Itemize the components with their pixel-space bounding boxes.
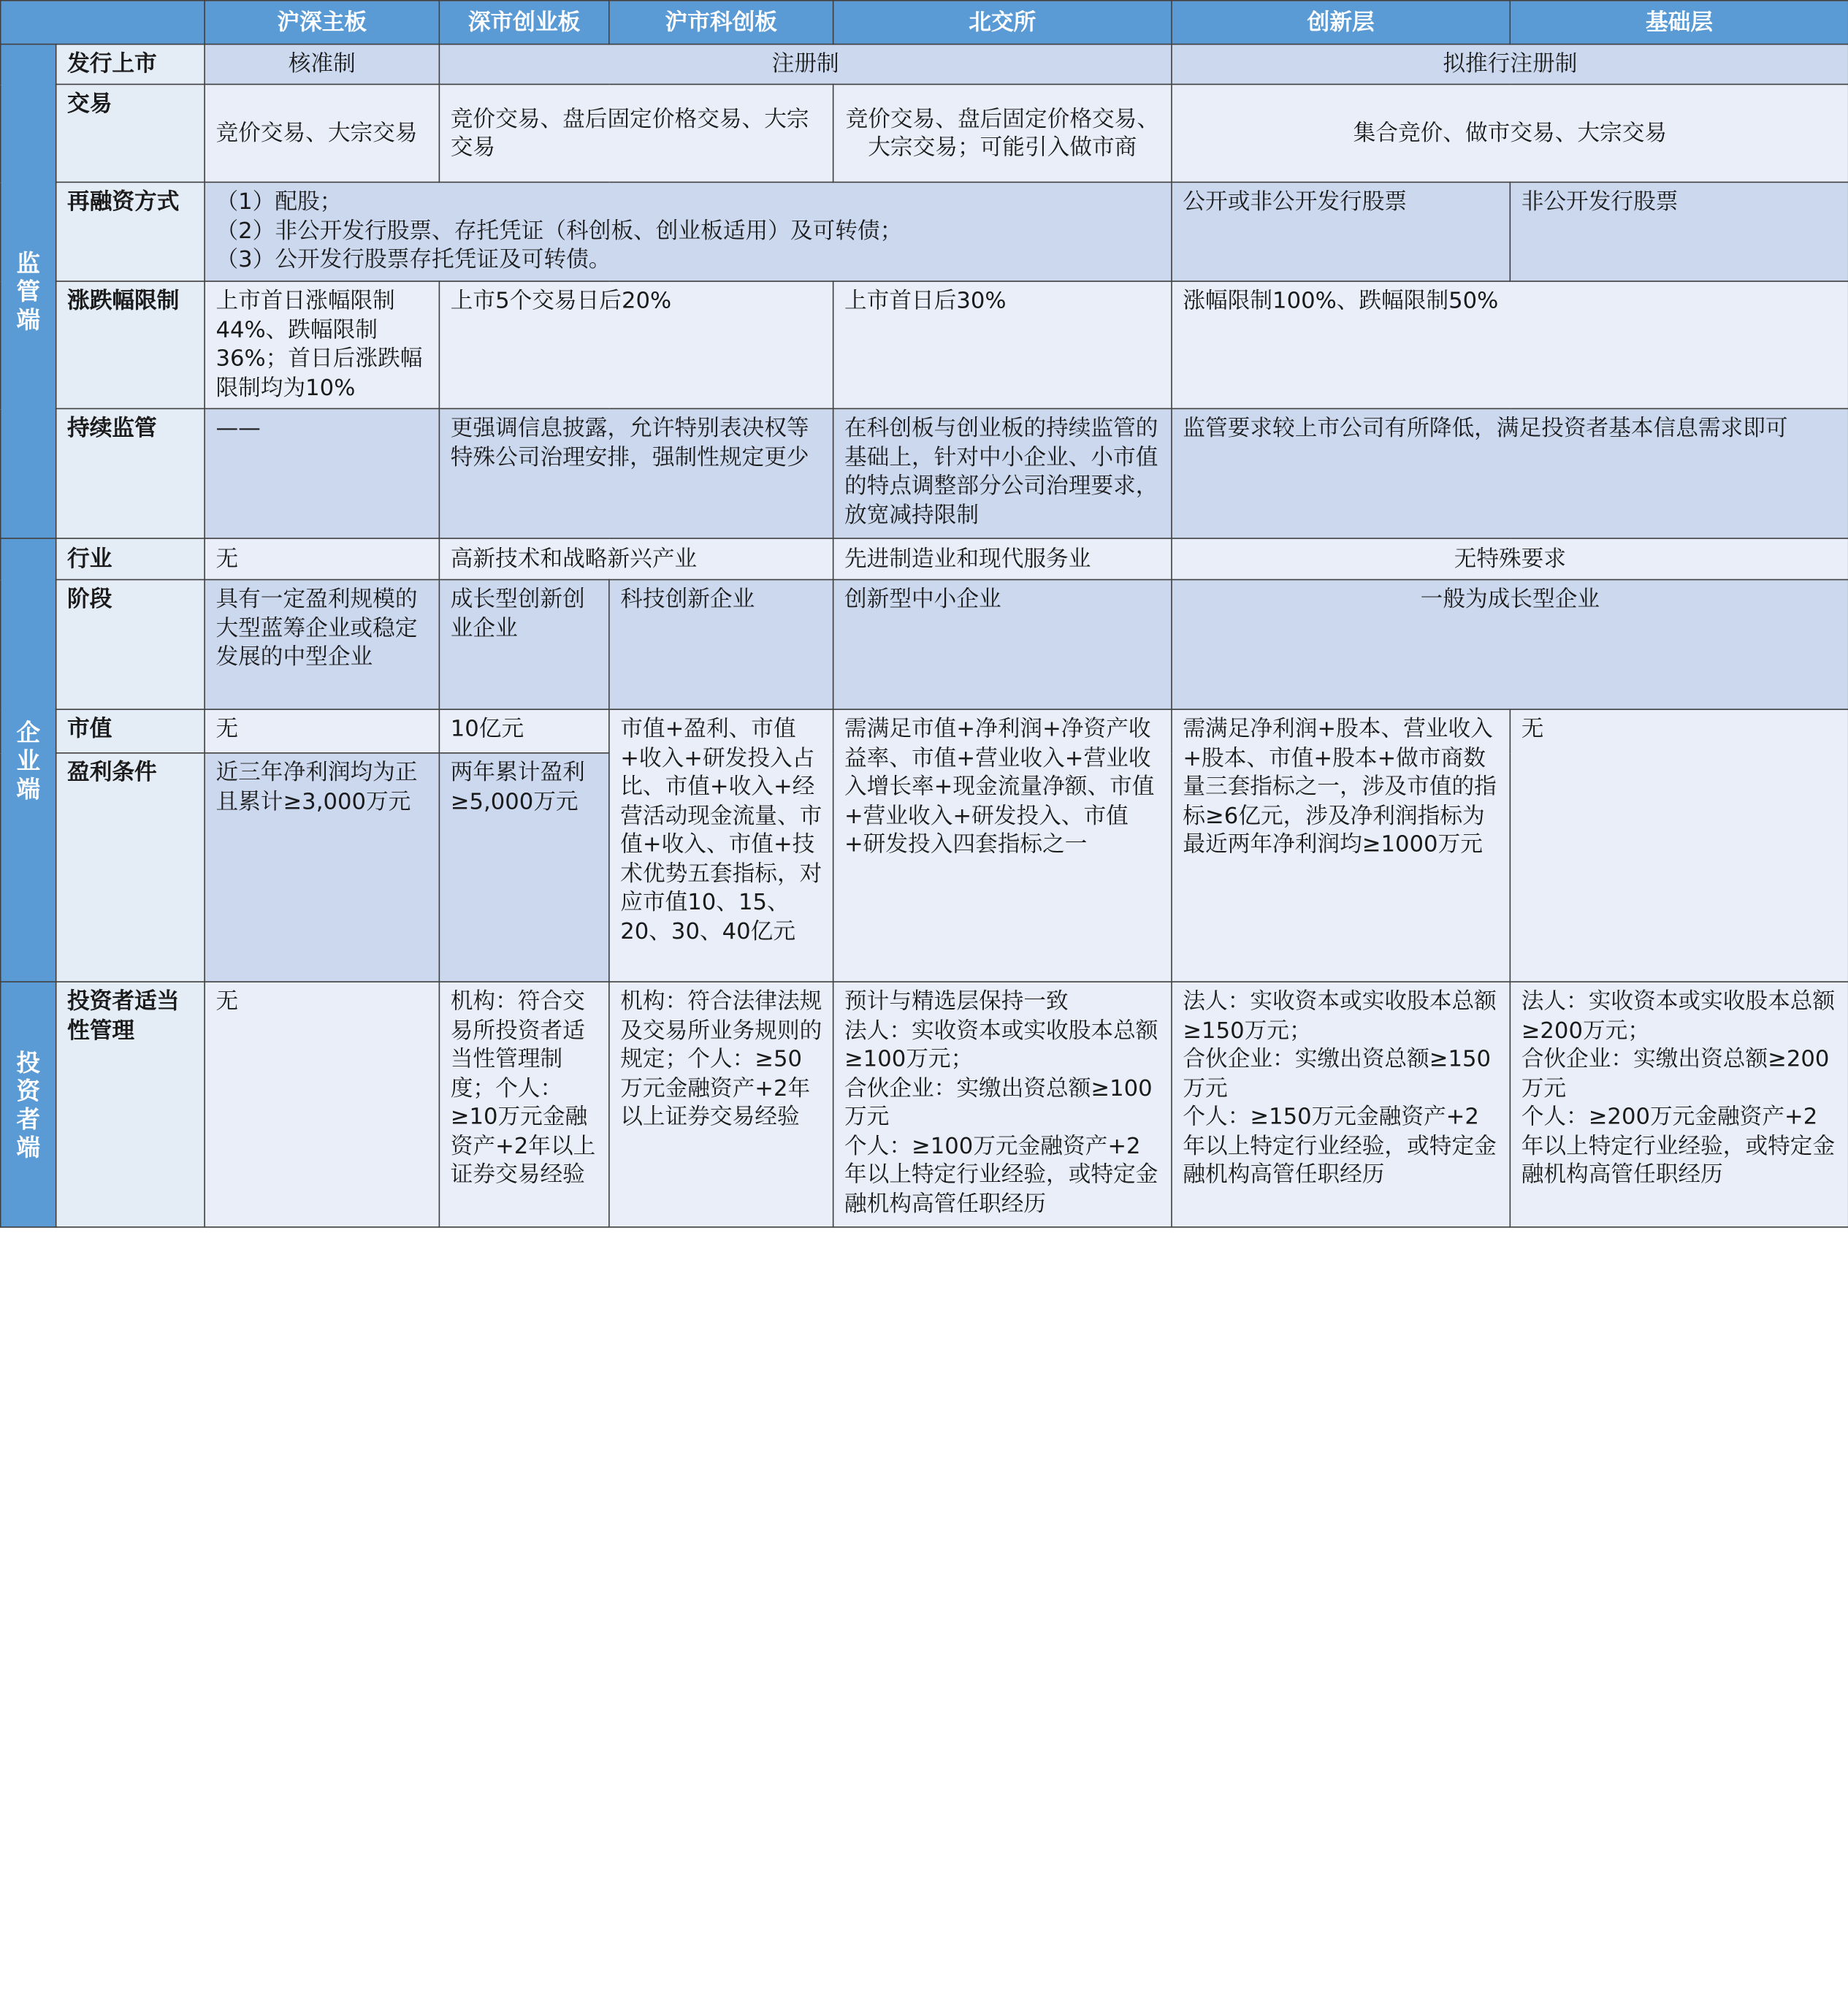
price-limit-neeq: 涨幅限制100%、跌幅限制50%: [1172, 281, 1848, 408]
row-label-investor: 投资者适当性管理: [56, 982, 205, 1227]
stage-bse: 创新型中小企业: [833, 580, 1172, 710]
market-cap-innovation: 需满足净利润+股本、营业收入+股本、市值+股本+做市商数量三套指标之一，涉及市值的指标≥6亿元，涉及净利润指标为最近两年净利润均≥1000万元: [1172, 709, 1510, 982]
header-basic-tier: 基础层: [1510, 1, 1848, 45]
market-cap-basic: 无: [1510, 709, 1848, 982]
row-label-industry: 行业: [56, 538, 205, 580]
row-supervision: [1, 408, 1848, 538]
stage-star: 科技创新企业: [609, 580, 833, 710]
issuance-neeq: 拟推行注册制: [1172, 45, 1848, 85]
section-enterprise-char: 企: [16, 717, 40, 747]
stage-neeq: 一般为成长型企业: [1172, 580, 1848, 710]
market-cap-star: 市值+盈利、市值+收入+研发投入占比、市值+收入+经营活动现金流量、市值+收入、市值+技术优势五套指标，对应市值10、15、20、30、40亿元: [609, 709, 833, 982]
refinancing-item: （3）公开发行股票存托凭证及可转债。: [215, 246, 611, 272]
section-investor-char: 投: [16, 1047, 40, 1077]
section-enterprise: [1, 538, 56, 982]
header-innovation-tier: 创新层: [1172, 1, 1510, 45]
trading-neeq: 集合竞价、做市交易、大宗交易: [1172, 84, 1848, 182]
row-price-limit: [1, 281, 1848, 408]
investor-innovation: 法人：实收资本或实收股本总额≥150万元； 合伙企业：实缴出资总额≥150万元 个人：≥150万元金融资产+2年以上特定行业经验，或特定金融机构高管任职经历: [1172, 982, 1510, 1227]
investor-star: 机构：符合法律法规及交易所业务规则的规定；个人：≥50万元金融资产+2年以上证券交易经验: [609, 982, 833, 1227]
supervision-bse: 在科创板与创业板的持续监管的基础上，针对中小企业、小市值的特点调整部分公司治理要求，放宽减持限制: [833, 408, 1172, 538]
refinancing-innovation: 公开或非公开发行股票: [1172, 182, 1510, 281]
issuance-main: 核准制: [205, 45, 439, 85]
market-cap-gem: 10亿元: [439, 709, 608, 753]
section-regulator: [1, 45, 56, 538]
profit-gem: 两年累计盈利≥5,000万元: [439, 753, 608, 982]
investor-main: 无: [205, 982, 439, 1227]
trading-main: 竞价交易、大宗交易: [205, 84, 439, 182]
header-hushen-main: 沪深主板: [205, 1, 439, 45]
row-label-profit: 盈利条件: [56, 753, 205, 982]
row-label-stage: 阶段: [56, 580, 205, 710]
header-shenzhen-gem: 深市创业板: [439, 1, 608, 45]
supervision-neeq: 监管要求较上市公司有所降低，满足投资者基本信息需求即可: [1172, 408, 1848, 538]
market-cap-bse: 需满足市值+净利润+净资产收益率、市值+营业收入+营业收入增长率+现金流量净额、市值+营业收入+研发投入、市值+研发投入四套指标之一: [833, 709, 1172, 982]
industry-gem-star: 高新技术和战略新兴产业: [439, 538, 833, 580]
row-label-market-cap: 市值: [56, 709, 205, 753]
price-limit-bse: 上市首日后30%: [833, 281, 1172, 408]
refinancing-item: （1）配股；: [215, 188, 343, 215]
industry-bse: 先进制造业和现代服务业: [833, 538, 1172, 580]
header-bse: 北交所: [833, 1, 1172, 45]
profit-main: 近三年净利润均为正且累计≥3,000万元: [205, 753, 439, 982]
refinancing-basic: 非公开发行股票: [1510, 182, 1848, 281]
row-industry: [1, 538, 1848, 580]
row-label-price-limit: 涨跌幅限制: [56, 281, 205, 408]
stage-gem: 成长型创新创业企业: [439, 580, 608, 710]
stage-main: 具有一定盈利规模的大型蓝筹企业或稳定发展的中型企业: [205, 580, 439, 710]
investor-bse: 预计与精选层保持一致 法人：实收资本或实收股本总额≥100万元； 合伙企业：实缴出资总额≥100万元 个人：≥100万元金融资产+2年以上特定行业经验，或特定金融机构高管任职经历: [833, 982, 1172, 1227]
supervision-main: ——: [205, 408, 439, 538]
industry-neeq: 无特殊要求: [1172, 538, 1848, 580]
market-cap-main: 无: [205, 709, 439, 753]
header-corner: [1, 1, 205, 45]
row-label-trading: 交易: [56, 84, 205, 182]
investor-gem: 机构：符合交易所投资者适当性管理制度；个人：≥10万元金融资产+2年以上证券交易经验: [439, 982, 608, 1227]
section-investor: [1, 982, 56, 1227]
trading-gem-star: 竞价交易、盘后固定价格交易、大宗交易: [439, 84, 833, 182]
row-issuance: [1, 45, 1848, 85]
section-regulator-char: 管: [16, 277, 40, 306]
section-regulator-char: 端: [16, 305, 40, 334]
row-label-refinancing: 再融资方式: [56, 182, 205, 281]
row-trading: [1, 84, 1848, 182]
row-stage: [1, 580, 1848, 710]
row-investor: [1, 982, 1848, 1227]
supervision-gem-star: 更强调信息披露，允许特别表决权等特殊公司治理安排，强制性规定更少: [439, 408, 833, 538]
investor-basic: 法人：实收资本或实收股本总额≥200万元； 合伙企业：实缴出资总额≥200万元 个人：≥200万元金融资产+2年以上特定行业经验，或特定金融机构高管任职经历: [1510, 982, 1848, 1227]
section-investor-char: 端: [16, 1132, 40, 1161]
section-enterprise-char: 业: [16, 746, 40, 774]
price-limit-main: 上市首日涨幅限制44%、跌幅限制36%；首日后涨跌幅限制均为10%: [205, 281, 439, 408]
refinancing-listed: [205, 182, 1172, 281]
row-label-supervision: 持续监管: [56, 408, 205, 538]
header-row: [1, 1, 1848, 45]
section-investor-char: 者: [16, 1104, 40, 1133]
industry-main: 无: [205, 538, 439, 580]
row-market-cap: [1, 709, 1848, 753]
section-enterprise-char: 端: [16, 774, 40, 803]
section-investor-char: 资: [16, 1076, 40, 1104]
trading-bse: 竞价交易、盘后固定价格交易、大宗交易；可能引入做市商: [833, 84, 1172, 182]
row-refinancing: [1, 182, 1848, 281]
section-regulator-char: 监: [16, 248, 40, 278]
issuance-registration: 注册制: [439, 45, 1172, 85]
row-label-issuance: 发行上市: [56, 45, 205, 85]
header-shanghai-star: 沪市科创板: [609, 1, 833, 45]
refinancing-item: （2）非公开发行股票、存托凭证（科创板、创业板适用）及可转债；: [215, 217, 903, 244]
price-limit-gem-star: 上市5个交易日后20%: [439, 281, 833, 408]
